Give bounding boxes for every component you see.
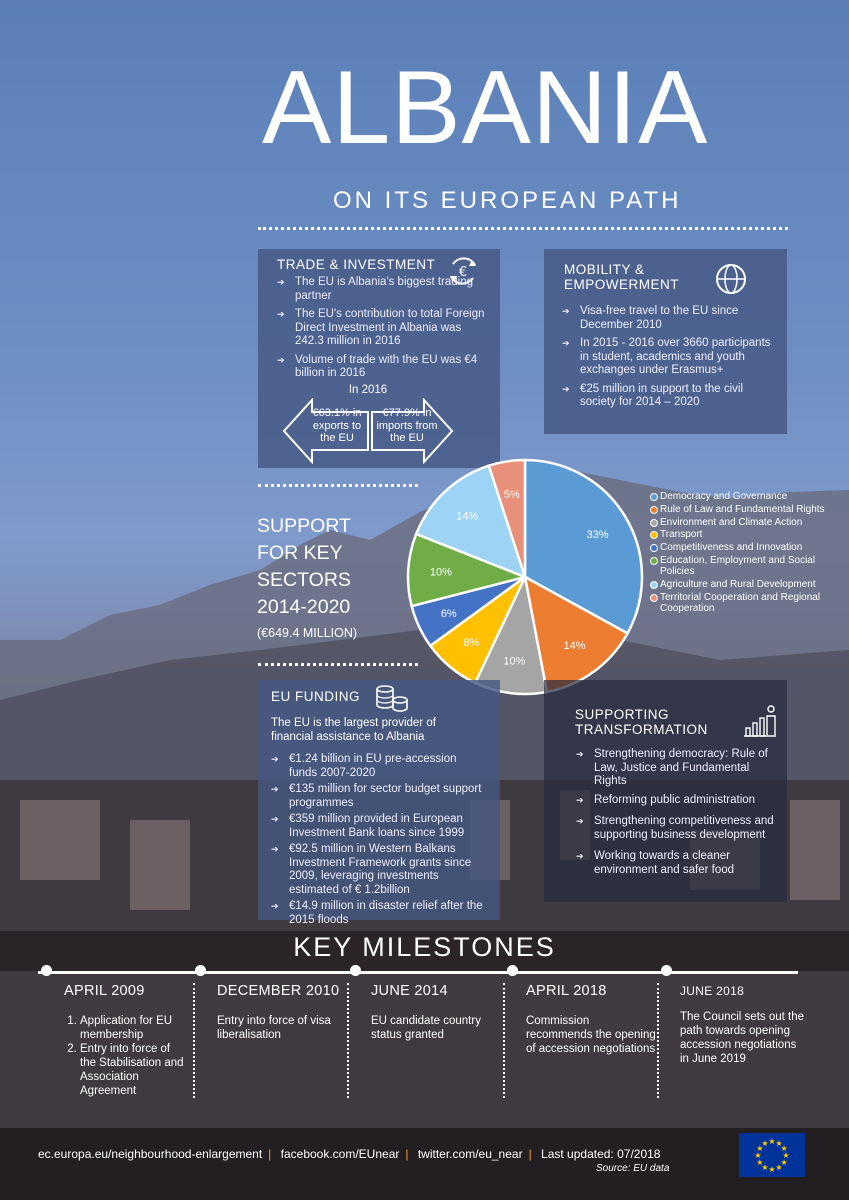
legend-swatch [650,531,658,539]
legend-label: Competitiveness and Innovation [660,542,803,554]
legend-item [650,579,849,590]
milestone-june-2018 [680,984,805,1066]
legend-swatch [650,544,658,552]
funding-bullet: ➔ €135 million for sector budget support programmes [271,783,486,810]
pie-slice-label: 8% [463,636,480,649]
divider [258,484,418,487]
svg-text:★: ★ [775,1163,783,1173]
svg-text:€: € [458,265,468,280]
mobility-bullet: ➔ In 2015 - 2016 over 3660 participants in student, academics and youth exchanges under Erasmus+ [562,337,772,378]
legend-swatch [650,581,658,589]
divider [258,227,788,230]
timeline-separator [503,983,505,1098]
pie-slice-label: 33% [586,529,609,542]
funding-title: EU FUNDING [271,689,360,704]
transformation-bullet: ➔ Working towards a cleaner environment and safer food [576,850,776,877]
legend-swatch [650,493,658,501]
legend-item [650,491,849,502]
timeline-separator [657,983,659,1098]
milestone-date: JUNE 2014 [371,983,448,999]
timeline-dot [195,965,206,976]
milestone-date: DECEMBER 2010 [217,983,340,999]
timeline-dot [507,965,518,976]
svg-text:★: ★ [761,1138,769,1148]
svg-text:★: ★ [756,1158,764,1167]
support-title-line: FOR KEY [257,542,343,564]
legend-item [650,592,849,615]
trade-year-label: In 2016 [348,384,388,396]
timeline-separator [193,983,195,1098]
milestone-date: APRIL 2009 [64,983,145,999]
legend-label: Environment and Climate Action [660,516,803,528]
milestone-text: The Council sets out the path towards opening accession negotiations in June 2019 [680,1011,805,1065]
transformation-bullets [576,748,776,882]
timeline-dot [350,965,361,976]
pie-slice-label: 5% [503,488,520,501]
pie-slice-label: 14% [563,640,586,653]
svg-text:★: ★ [768,1137,776,1146]
globe-icon [714,262,748,296]
facebook-link[interactable]: facebook.com/EUnear [280,1147,400,1161]
pie-slice-label: 6% [440,607,457,620]
mobility-bullet: ➔ Visa-free travel to the EU since December 2010 [562,305,772,332]
transformation-title: SUPPORTING TRANSFORMATION [575,707,708,737]
milestone-april-2009 [64,984,189,1098]
legend-label: Democracy and Governance [660,491,788,502]
mobility-title: MOBILITY & EMPOWERMENT [564,262,679,292]
exports-label: €63.1% in exports to the EU [312,407,362,444]
pie-legend [650,491,849,616]
funding-bullet: ➔ €92.5 million in Western Balkans Investment Framework grants since 2009, leveraging investments estimated of € 1.2billion [271,843,486,897]
svg-text:★: ★ [756,1144,764,1153]
legend-label: Transport [660,529,703,541]
milestone-december-2010 [217,984,347,1042]
support-title-line: SECTORS [257,569,351,591]
page-title: ALBANIA [262,50,709,166]
page-subtitle: ON ITS EUROPEAN PATH [333,187,682,214]
milestone-text: 2. Entry into force of the Stabilisation and Association Agreement [80,1042,189,1098]
legend-item [650,542,849,553]
transformation-bullet: ➔ Reforming public administration [576,794,776,808]
svg-text:★: ★ [782,1151,790,1160]
svg-text:★: ★ [780,1144,788,1153]
legend-item [650,517,849,528]
pie-slice-label: 10% [429,566,452,579]
website-link[interactable]: ec.europa.eu/neighbourhood-enlargement [38,1147,263,1161]
milestone-text: Commission recommends the opening of accession negotiations [526,1015,656,1055]
milestones-title: KEY MILESTONES [293,932,556,962]
sector-pie-chart [400,452,650,702]
timeline-separator [347,983,349,1098]
legend-item [650,529,849,540]
legend-swatch [650,519,658,527]
svg-text:★: ★ [768,1165,776,1174]
svg-text:★: ★ [754,1151,762,1160]
last-updated: Last updated: 07/2018 [541,1147,661,1161]
legend-swatch [650,506,658,514]
legend-swatch [650,557,658,565]
support-title-line: SUPPORT [257,515,351,537]
legend-label: Agriculture and Rural Development [660,579,816,591]
mobility-bullet: ➔ €25 million in support to the civil society for 2014 – 2020 [562,383,772,410]
coins-icon [373,683,409,713]
milestone-april-2018 [526,984,656,1056]
trade-bullets [277,276,492,386]
trade-bullet: ➔ The EU is Albania's biggest trading partner [277,276,492,303]
transformation-bullet: ➔ Strengthening democracy: Rule of Law, Justice and Fundamental Rights [576,748,776,789]
svg-text:★: ★ [780,1158,788,1167]
milestone-text: 1. Application for EU membership [80,1014,189,1042]
svg-text:★: ★ [761,1163,769,1173]
transformation-bullet: ➔ Strengthening competitiveness and supporting business development [576,815,776,842]
timeline-dot [41,965,52,976]
milestone-text: EU candidate country status granted [371,1015,481,1041]
legend-item [650,504,849,515]
timeline-line [38,971,798,974]
funding-bullet: ➔ €14.9 million in disaster relief after the 2015 floods [271,900,486,927]
growth-chart-person-icon [742,704,778,738]
trade-bullet: ➔ Volume of trade with the EU was €4 billion in 2016 [277,354,492,381]
support-title [257,513,351,621]
timeline-dot [661,965,672,976]
funding-bullets [271,753,486,930]
milestone-june-2014 [371,984,503,1042]
trade-bullet: ➔ The EU's contribution to total Foreign Direct Investment in Albania was 242.3 million in 2016 [277,308,492,349]
mobility-bullets [562,305,772,415]
milestone-date: JUNE 2018 [680,984,745,998]
legend-item [650,555,849,578]
legend-label: Territorial Cooperation and Regional Cooperation [660,591,821,615]
imports-label: €77.9% in imports from the EU [376,407,438,444]
legend-label: Rule of Law and Fundamental Rights [660,503,825,515]
legend-swatch [650,594,658,602]
funding-bullet: ➔ €359 million provided in European Investment Bank loans since 1999 [271,813,486,840]
divider [258,663,418,666]
funding-bullet: ➔ €1.24 billion in EU pre-accession funds 2007-2020 [271,753,486,780]
eu-flag-icon [739,1133,805,1177]
milestone-text: Entry into force of visa liberalisation [217,1015,331,1041]
support-amount: (€649.4 MILLION) [257,626,358,640]
funding-intro: The EU is the largest provider of financial assistance to Albania [271,717,436,743]
footer-links: ec.europa.eu/neighbourhood-enlargement | facebook.com/EUnear | twitter.com/eu_near | Last updated: 07/2018 [38,1147,661,1161]
pie-slice-label: 14% [456,510,479,523]
source-note: Source: EU data [596,1163,670,1174]
svg-text:★: ★ [775,1138,783,1148]
support-title-line: 2014-2020 [257,596,351,618]
pie-slice-label: 10% [503,655,526,668]
milestone-date: APRIL 2018 [526,983,607,999]
trade-title: TRADE & INVESTMENT [277,257,436,272]
twitter-link[interactable]: twitter.com/eu_near [417,1147,523,1161]
legend-label: Education, Employment and Social Policies [660,554,816,578]
